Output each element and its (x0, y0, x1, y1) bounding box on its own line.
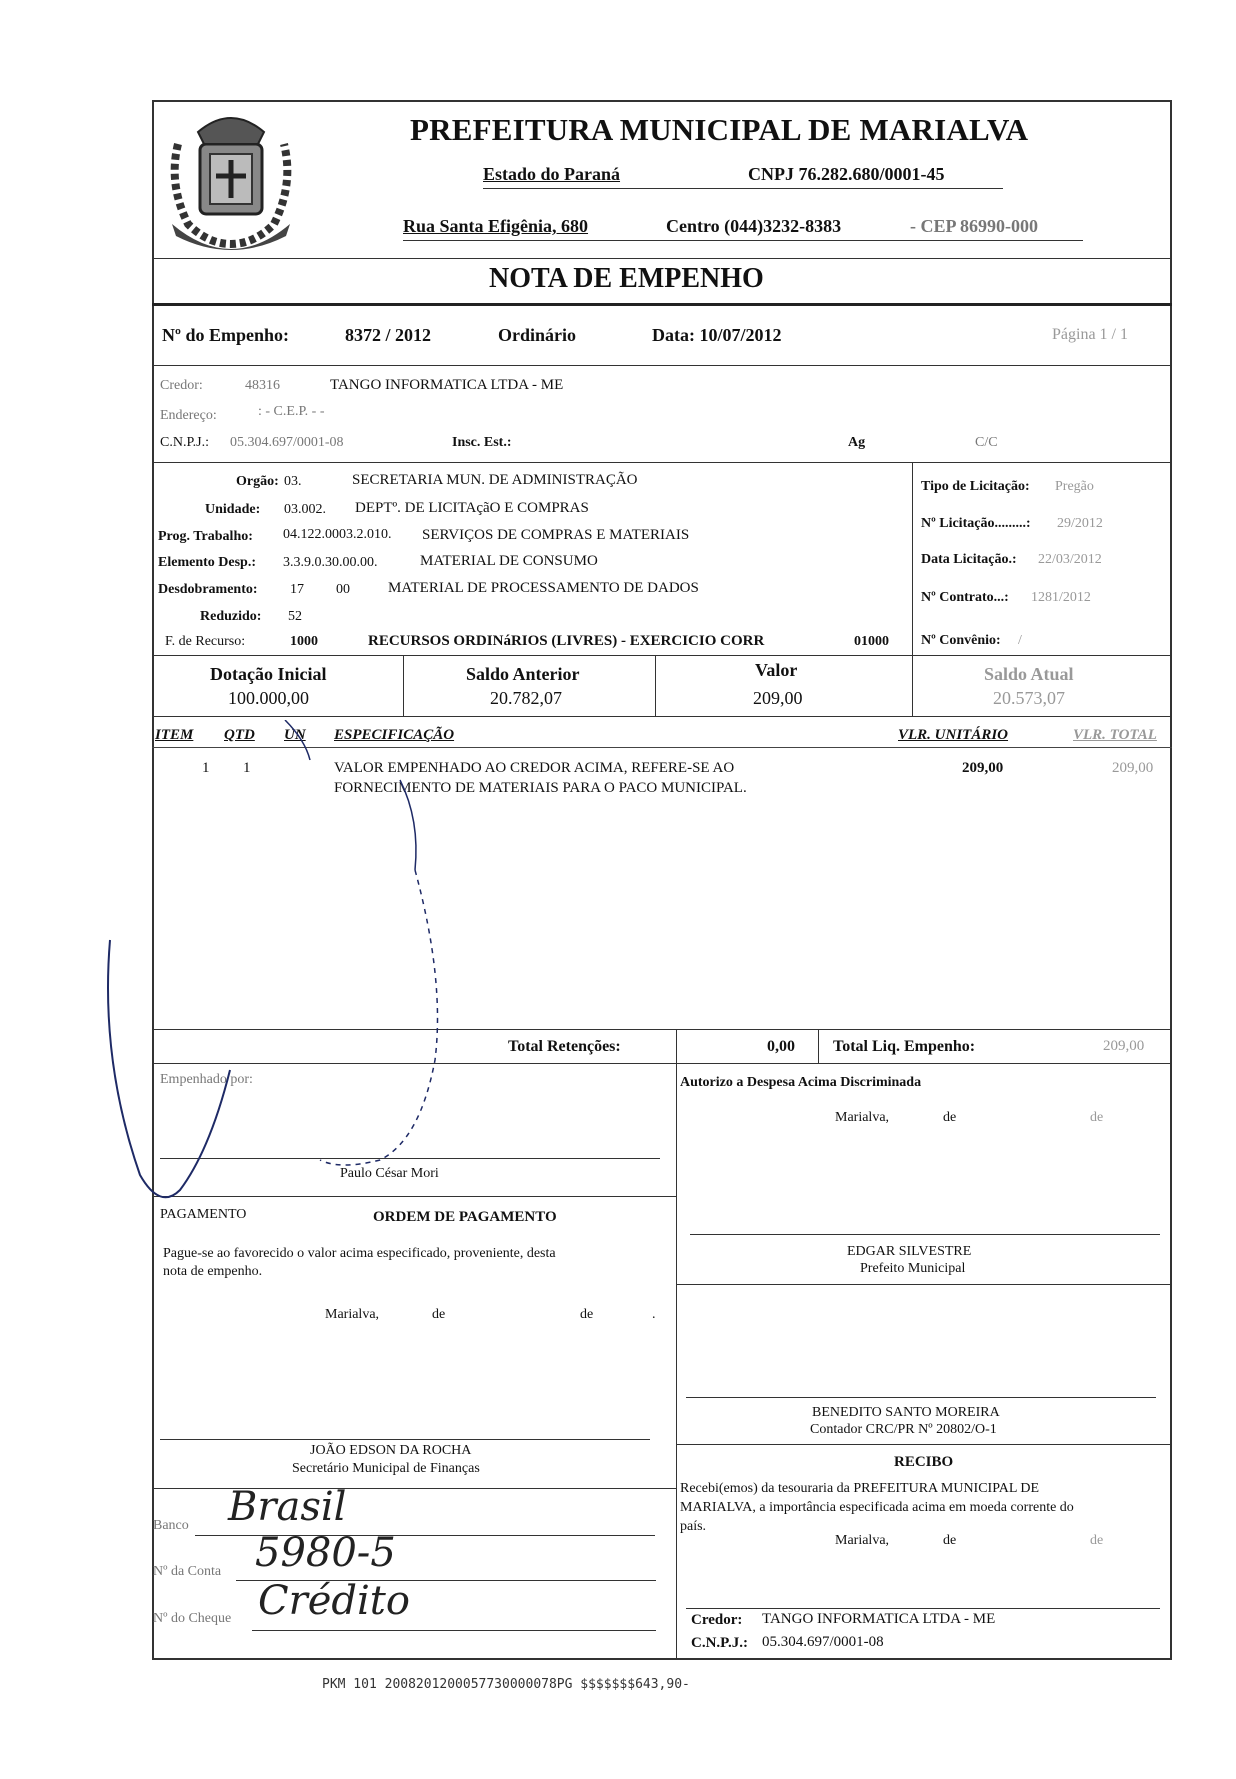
col-header-vlr-unitario: VLR. UNITÁRIO (898, 727, 1009, 743)
contrato-label: Nº Contrato...: (921, 590, 1009, 605)
recibo-credor-value: TANGO INFORMATICA LTDA - ME (762, 1611, 996, 1627)
saldo-divider-3 (912, 655, 913, 716)
district-phone: Centro (044)3232-8383 (666, 216, 842, 236)
totals-divider-1 (676, 1029, 677, 1063)
empenho-number: 8372 / 2012 (345, 325, 432, 345)
contador-title: Contador CRC/PR Nº 20802/O-1 (810, 1422, 997, 1437)
contador-divider (676, 1444, 1172, 1445)
conta-label: Nº da Conta (153, 1564, 222, 1579)
autorizo-divider (676, 1284, 1172, 1285)
tipo-licitacao-value: Pregão (1055, 479, 1094, 494)
tipo-licitacao-label: Tipo de Licitação: (921, 479, 1030, 494)
prefeito-title: Prefeito Municipal (860, 1261, 966, 1276)
pen-stroke-mark-icon (100, 720, 460, 1220)
cnpj-label: CNPJ 76.282.680/0001-45 (748, 164, 945, 184)
desdobramento-name: MATERIAL DE PROCESSAMENTO DE DADOS (388, 580, 699, 596)
convenio-label: Nº Convênio: (921, 633, 1001, 648)
fonte-recurso-code2: 01000 (854, 634, 889, 649)
contador-signature-line (686, 1397, 1156, 1398)
saldo-atual-value: 20.573,07 (993, 688, 1065, 708)
saldo-anterior-value: 20.782,07 (490, 688, 562, 708)
autorizo-title: Autorizo a Despesa Acima Discriminada (680, 1075, 922, 1090)
liq-empenho-label: Total Liq. Empenho: (833, 1038, 976, 1055)
orcamento-divider (152, 655, 1172, 656)
secretario-name: JOÃO EDSON DA ROCHA (310, 1443, 472, 1458)
header-divider (152, 258, 1172, 259)
fonte-recurso-label: F. de Recurso: (165, 634, 246, 649)
fonte-recurso-code: 1000 (290, 634, 318, 649)
account-cc-label: C/C (975, 435, 998, 450)
recibo-cnpj-label: C.N.P.J.: (691, 1635, 748, 1651)
col-header-especificacao: ESPECIFICAÇÃO (334, 727, 455, 743)
unidade-label: Unidade: (205, 502, 261, 517)
data-licitacao-label: Data Licitação.: (921, 552, 1017, 567)
desdobramento-label: Desdobramento: (158, 582, 258, 597)
reduzido-value: 52 (288, 609, 302, 624)
title-divider (152, 303, 1172, 306)
empenho-type: Ordinário (498, 325, 577, 345)
prog-trabalho-name: SERVIÇOS DE COMPRAS E MATERIAIS (422, 527, 690, 543)
cheque-value[interactable]: Crédito (258, 1578, 410, 1624)
col-header-item: ITEM (155, 727, 194, 743)
retencoes-label: Total Retenções: (508, 1038, 621, 1055)
fonte-recurso-name: RECURSOS ORDINáRIOS (LIVRES) - EXERCICIO CORR (368, 633, 765, 649)
recibo-signature-line (686, 1608, 1160, 1609)
num-licitacao-value: 29/2012 (1057, 516, 1103, 531)
saldo-divider-2 (655, 655, 656, 716)
footer-barcode-text: PKM 101 2008201200057730000078PG $$$$$$$643,90- (322, 1677, 690, 1692)
street-address: Rua Santa Efigênia, 680 (403, 216, 589, 236)
empenho-date: Data: 10/07/2012 (652, 325, 782, 345)
prog-trabalho-label: Prog. Trabalho: (158, 529, 253, 544)
unidade-code: 03.002. (284, 502, 326, 517)
empenho-divider (152, 365, 1172, 366)
saldo-divider-1 (403, 655, 404, 716)
secretario-signature-line (160, 1439, 650, 1440)
item-description-line1: VALOR EMPENHADO AO CREDOR ACIMA, REFERE-SE AO (334, 760, 735, 776)
empenhado-label: Empenhado por: (160, 1072, 253, 1087)
prefeito-name: EDGAR SILVESTRE (847, 1244, 972, 1259)
municipality-title: PREFEITURA MUNICIPAL DE MARIALVA (410, 112, 1029, 147)
recibo-city: Marialva, (835, 1533, 890, 1548)
state-underline (483, 188, 1003, 189)
banco-label: Banco (153, 1518, 189, 1533)
cep-label: - CEP 86990-000 (910, 216, 1038, 236)
liq-empenho-value: 209,00 (1103, 1038, 1145, 1054)
retencoes-value: 0,00 (767, 1038, 795, 1055)
autorizo-de1: de (943, 1110, 957, 1125)
orgao-code: 03. (284, 474, 302, 489)
recibo-de1: de (943, 1533, 957, 1548)
credor-label: Credor: (160, 378, 203, 393)
page-indicator: Página 1 / 1 (1052, 326, 1128, 343)
licitacao-divider (912, 462, 913, 655)
conta-value[interactable]: 5980-5 (255, 1530, 396, 1576)
contrato-value: 1281/2012 (1031, 590, 1091, 605)
contador-name: BENEDITO SANTO MOREIRA (812, 1405, 1000, 1420)
recibo-text-line3: país. (680, 1519, 707, 1534)
pagamento-de1: de (432, 1307, 446, 1322)
elemento-name: MATERIAL DE CONSUMO (420, 553, 598, 569)
elemento-label: Elemento Desp.: (158, 555, 256, 570)
reduzido-label: Reduzido: (200, 609, 262, 624)
unidade-name: DEPTº. DE LICITAçãO E COMPRAS (355, 500, 589, 516)
orgao-label: Orgão: (236, 474, 279, 489)
empenho-number-label: Nº do Empenho: (162, 325, 289, 345)
item-number: 1 (202, 760, 210, 776)
recibo-text-line1: Recebi(emos) da tesouraria da PREFEITURA MUNICIPAL DE (680, 1481, 1040, 1496)
col-header-qtd: QTD (224, 727, 255, 743)
secretario-title: Secretário Municipal de Finanças (292, 1461, 480, 1476)
address-label: Endereço: (160, 408, 217, 423)
prog-trabalho-code: 04.122.0003.2.010. (283, 527, 392, 542)
municipal-coat-of-arms-icon (158, 104, 303, 264)
item-total-value: 209,00 (1112, 760, 1154, 776)
pagamento-de2: de (580, 1307, 594, 1322)
empenhado-signer: Paulo César Mori (340, 1166, 439, 1181)
pagamento-city: Marialva, (325, 1307, 380, 1322)
recibo-cnpj-value: 05.304.697/0001-08 (762, 1634, 884, 1650)
recibo-title: RECIBO (894, 1454, 954, 1470)
valor-value: 209,00 (753, 688, 803, 708)
address-underline (403, 240, 1083, 241)
elemento-code: 3.3.9.0.30.00.00. (283, 555, 378, 570)
insc-est-label: Insc. Est.: (452, 435, 512, 450)
lower-split (676, 1063, 677, 1660)
credor-cnpj-label: C.N.P.J.: (160, 435, 210, 450)
pagamento-dot: . (652, 1307, 656, 1322)
col-header-un: UN (284, 727, 306, 743)
saldo-atual-label: Saldo Atual (984, 664, 1074, 684)
item-qtd: 1 (243, 760, 251, 776)
saldo-anterior-label: Saldo Anterior (466, 664, 580, 684)
recibo-text-line2: MARIALVA, a importância especificada acima em moeda corrente do (680, 1500, 1074, 1515)
cheque-label: Nº do Cheque (153, 1611, 232, 1626)
credor-name: TANGO INFORMATICA LTDA - ME (330, 377, 564, 393)
desdobramento-code2: 00 (336, 582, 350, 597)
dotacao-value: 100.000,00 (228, 688, 309, 708)
pagamento-text-line2: nota de empenho. (163, 1264, 263, 1279)
address-value: : - C.E.P. - - (258, 404, 325, 419)
num-licitacao-label: Nº Licitação.........: (921, 516, 1031, 531)
doc-title: NOTA DE EMPENHO (489, 263, 764, 294)
convenio-value: / (1018, 633, 1022, 648)
cheque-line (252, 1630, 656, 1631)
credor-divider (152, 462, 1172, 463)
agency-label: Ag (848, 435, 866, 450)
desdobramento-code1: 17 (290, 582, 304, 597)
autorizo-city: Marialva, (835, 1110, 890, 1125)
saldos-divider (152, 716, 1172, 717)
recibo-credor-label: Credor: (691, 1612, 743, 1628)
orgao-name: SECRETARIA MUN. DE ADMINISTRAÇÃO (352, 472, 638, 488)
item-description-line2: FORNECIMENTO DE MATERIAIS PARA O PACO MUNICIPAL. (334, 780, 747, 796)
autorizo-de2: de (1090, 1110, 1104, 1125)
totals-divider-2 (818, 1029, 819, 1063)
credor-code: 48316 (245, 378, 280, 393)
data-licitacao-value: 22/03/2012 (1038, 552, 1102, 567)
banco-value[interactable]: Brasil (228, 1484, 347, 1530)
credor-cnpj-value: 05.304.697/0001-08 (230, 435, 344, 450)
col-header-vlr-total: VLR. TOTAL (1073, 727, 1157, 743)
recibo-de2: de (1090, 1533, 1104, 1548)
state-label: Estado do Paraná (483, 164, 621, 184)
pagamento-label: PAGAMENTO (160, 1207, 247, 1222)
valor-label: Valor (755, 660, 798, 680)
ordem-pagamento-title: ORDEM DE PAGAMENTO (373, 1209, 557, 1225)
prefeito-signature-line (690, 1234, 1160, 1235)
dotacao-label: Dotação Inicial (210, 664, 327, 684)
item-unit-value: 209,00 (962, 760, 1004, 776)
pagamento-text-line1: Pague-se ao favorecido o valor acima especificado, proveniente, desta (163, 1246, 556, 1261)
